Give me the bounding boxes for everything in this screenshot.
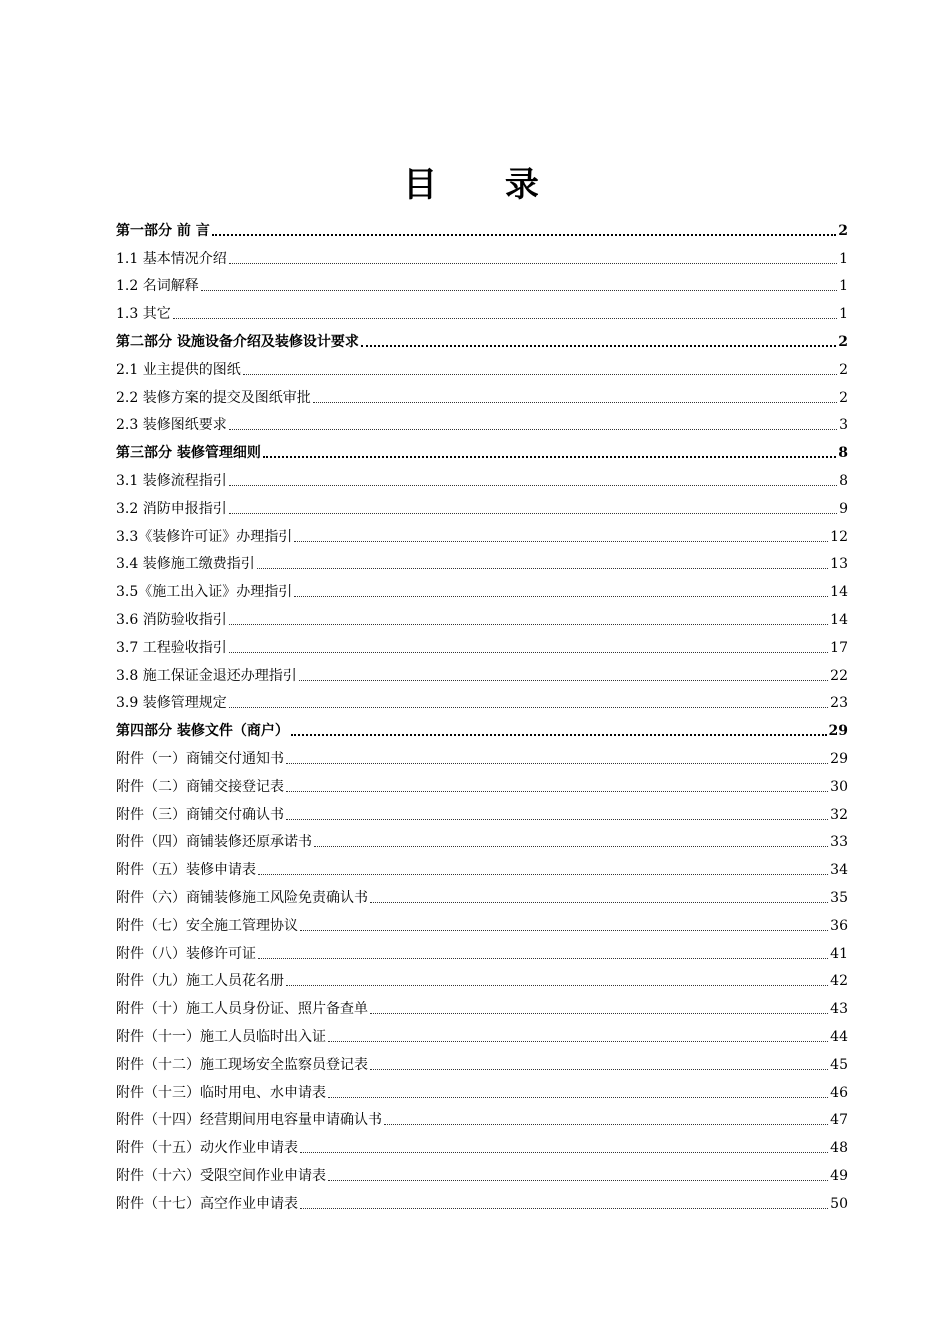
toc-item-row[interactable] [116, 881, 848, 909]
toc-item-row[interactable] [116, 1020, 848, 1048]
toc-dot-leader [370, 1013, 828, 1014]
toc-page-number: 50 [830, 1195, 848, 1212]
toc-page-number: 47 [830, 1112, 848, 1129]
toc-entry-label: 3.4 装修施工缴费指引 [116, 556, 255, 573]
toc-entry-label: 附件（三）商铺交付确认书 [116, 806, 284, 823]
toc-dot-leader [286, 985, 828, 986]
toc-item-row[interactable] [116, 603, 848, 631]
toc-item-row[interactable] [116, 687, 848, 715]
toc-entry-label: 1.3 其它 [116, 306, 171, 323]
toc-page-number: 46 [830, 1084, 848, 1101]
toc-page-number: 12 [830, 528, 848, 545]
toc-item-row[interactable] [116, 297, 848, 325]
toc-item-row[interactable] [116, 826, 848, 854]
toc-entry-label: 附件（二）商铺交接登记表 [116, 778, 284, 795]
toc-page-number: 36 [830, 917, 848, 934]
toc-item-row[interactable] [116, 575, 848, 603]
toc-item-row[interactable] [116, 270, 848, 298]
toc-entry-label: 3.9 装修管理规定 [116, 695, 227, 712]
toc-dot-leader [229, 429, 837, 430]
toc-entry-label: 附件（五）装修申请表 [116, 862, 256, 879]
toc-page-number: 1 [839, 278, 848, 295]
toc-dot-leader [263, 456, 836, 458]
toc-page-number: 43 [830, 1001, 848, 1018]
toc-item-row[interactable] [116, 965, 848, 993]
toc-dot-leader [370, 1069, 828, 1070]
toc-item-row[interactable] [116, 937, 848, 965]
toc-page-number: 23 [830, 695, 848, 712]
toc-entry-label: 3.1 装修流程指引 [116, 472, 227, 489]
toc-entry-label: 2.1 业主提供的图纸 [116, 361, 241, 378]
toc-dot-leader [291, 734, 827, 736]
toc-item-row[interactable] [116, 464, 848, 492]
toc-entry-label: 附件（九）施工人员花名册 [116, 973, 284, 990]
toc-dot-leader [229, 707, 828, 708]
toc-item-row[interactable] [116, 770, 848, 798]
toc-page-number: 2 [838, 222, 848, 239]
toc-item-row[interactable] [116, 992, 848, 1020]
toc-dot-leader [328, 1180, 828, 1181]
toc-page-number: 1 [839, 250, 848, 267]
toc-page-number: 2 [839, 389, 848, 406]
toc-entry-label: 附件（十二）施工现场安全监察员登记表 [116, 1056, 368, 1073]
toc-dot-leader [229, 624, 828, 625]
toc-dot-leader [258, 958, 828, 959]
toc-page-number: 42 [830, 973, 848, 990]
toc-page-number: 30 [830, 778, 848, 795]
toc-entry-label: 第四部分 装修文件（商户） [116, 723, 289, 740]
toc-page-number: 45 [830, 1056, 848, 1073]
toc-dot-leader [173, 318, 837, 319]
toc-list [116, 214, 848, 1215]
toc-entry-label: 2.2 装修方案的提交及图纸审批 [116, 389, 311, 406]
toc-entry-label: 第一部分 前 言 [116, 222, 210, 239]
toc-entry-label: 1.1 基本情况介绍 [116, 250, 227, 267]
toc-item-row[interactable] [116, 1131, 848, 1159]
toc-dot-leader [384, 1124, 828, 1125]
toc-page-number: 49 [830, 1167, 848, 1184]
toc-entry-label: 附件（一）商铺交付通知书 [116, 750, 284, 767]
toc-item-row[interactable] [116, 659, 848, 687]
toc-entry-label: 附件（六）商铺装修施工风险免责确认书 [116, 889, 368, 906]
toc-dot-leader [300, 1152, 828, 1153]
toc-page-number: 48 [830, 1140, 848, 1157]
toc-page-number: 2 [838, 333, 848, 350]
toc-page-number: 41 [830, 945, 848, 962]
toc-entry-label: 1.2 名词解释 [116, 278, 199, 295]
toc-section-row[interactable] [116, 214, 848, 242]
toc-entry-label: 第二部分 设施设备介绍及装修设计要求 [116, 333, 359, 350]
toc-dot-leader [294, 596, 828, 597]
toc-page-number: 17 [830, 639, 848, 656]
toc-dot-leader [229, 513, 837, 514]
toc-dot-leader [300, 1208, 828, 1209]
toc-entry-label: 附件（十）施工人员身份证、照片备查单 [116, 1001, 368, 1018]
toc-dot-leader [229, 485, 837, 486]
toc-item-row[interactable] [116, 381, 848, 409]
toc-page-number: 34 [830, 862, 848, 879]
toc-page-number: 32 [830, 806, 848, 823]
toc-page-number: 9 [839, 500, 848, 517]
toc-dot-leader [299, 680, 828, 681]
toc-dot-leader [314, 846, 828, 847]
toc-dot-leader [229, 263, 837, 264]
toc-dot-leader [257, 568, 828, 569]
toc-entry-label: 3.5《施工出入证》办理指引 [116, 584, 293, 601]
toc-dot-leader [300, 930, 828, 931]
toc-entry-label: 2.3 装修图纸要求 [116, 417, 227, 434]
toc-page-number: 2 [839, 361, 848, 378]
toc-section-row[interactable] [116, 325, 848, 353]
toc-item-row[interactable] [116, 548, 848, 576]
toc-page-number: 14 [830, 611, 848, 628]
toc-item-row[interactable] [116, 353, 848, 381]
toc-entry-label: 3.6 消防验收指引 [116, 611, 227, 628]
toc-page-number: 33 [830, 834, 848, 851]
toc-section-row[interactable] [116, 436, 848, 464]
toc-item-row[interactable] [116, 1187, 848, 1215]
toc-page-number: 13 [830, 556, 848, 573]
toc-page-number: 35 [830, 889, 848, 906]
toc-item-row[interactable] [116, 409, 848, 437]
toc-entry-label: 附件（十三）临时用电、水申请表 [116, 1084, 326, 1101]
toc-entry-label: 3.2 消防申报指引 [116, 500, 227, 517]
toc-dot-leader [286, 819, 828, 820]
toc-page-number: 14 [830, 584, 848, 601]
toc-dot-leader [286, 763, 828, 764]
toc-entry-label: 第三部分 装修管理细则 [116, 445, 261, 462]
toc-item-row[interactable] [116, 492, 848, 520]
toc-dot-leader [361, 345, 836, 347]
toc-item-row[interactable] [116, 909, 848, 937]
toc-page-number: 29 [828, 723, 848, 740]
toc-page-number: 44 [830, 1028, 848, 1045]
toc-section-row[interactable] [116, 714, 848, 742]
toc-item-row[interactable] [116, 520, 848, 548]
toc-entry-label: 附件（八）装修许可证 [116, 945, 256, 962]
toc-dot-leader [294, 541, 828, 542]
toc-item-row[interactable] [116, 1159, 848, 1187]
toc-dot-leader [370, 902, 828, 903]
toc-entry-label: 附件（十五）动火作业申请表 [116, 1140, 298, 1157]
toc-dot-leader [243, 374, 837, 375]
toc-entry-label: 3.7 工程验收指引 [116, 639, 227, 656]
toc-dot-leader [212, 234, 837, 236]
toc-page-number: 22 [830, 667, 848, 684]
toc-page-number: 8 [839, 472, 848, 489]
toc-entry-label: 附件（十四）经营期间用电容量申请确认书 [116, 1112, 382, 1129]
toc-item-row[interactable] [116, 242, 848, 270]
toc-title: 目 录 [403, 165, 567, 205]
toc-entry-label: 3.8 施工保证金退还办理指引 [116, 667, 297, 684]
toc-dot-leader [286, 791, 828, 792]
toc-item-row[interactable] [116, 742, 848, 770]
toc-dot-leader [258, 874, 828, 875]
toc-dot-leader [201, 290, 837, 291]
toc-item-row[interactable] [116, 853, 848, 881]
toc-entry-label: 附件（十六）受限空间作业申请表 [116, 1167, 326, 1184]
toc-item-row[interactable] [116, 631, 848, 659]
toc-page-number: 8 [838, 445, 848, 462]
toc-page-number: 29 [830, 750, 848, 767]
toc-page-number: 3 [839, 417, 848, 434]
toc-dot-leader [328, 1097, 828, 1098]
toc-entry-label: 3.3《装修许可证》办理指引 [116, 528, 293, 545]
toc-item-row[interactable] [116, 1076, 848, 1104]
toc-entry-label: 附件（四）商铺装修还原承诺书 [116, 834, 312, 851]
toc-entry-label: 附件（七）安全施工管理协议 [116, 917, 298, 934]
toc-item-row[interactable] [116, 1048, 848, 1076]
toc-dot-leader [229, 652, 828, 653]
toc-entry-label: 附件（十七）高空作业申请表 [116, 1195, 298, 1212]
toc-item-row[interactable] [116, 798, 848, 826]
toc-dot-leader [328, 1041, 828, 1042]
toc-page-number: 1 [839, 306, 848, 323]
toc-dot-leader [313, 402, 837, 403]
toc-item-row[interactable] [116, 1104, 848, 1132]
toc-entry-label: 附件（十一）施工人员临时出入证 [116, 1028, 326, 1045]
